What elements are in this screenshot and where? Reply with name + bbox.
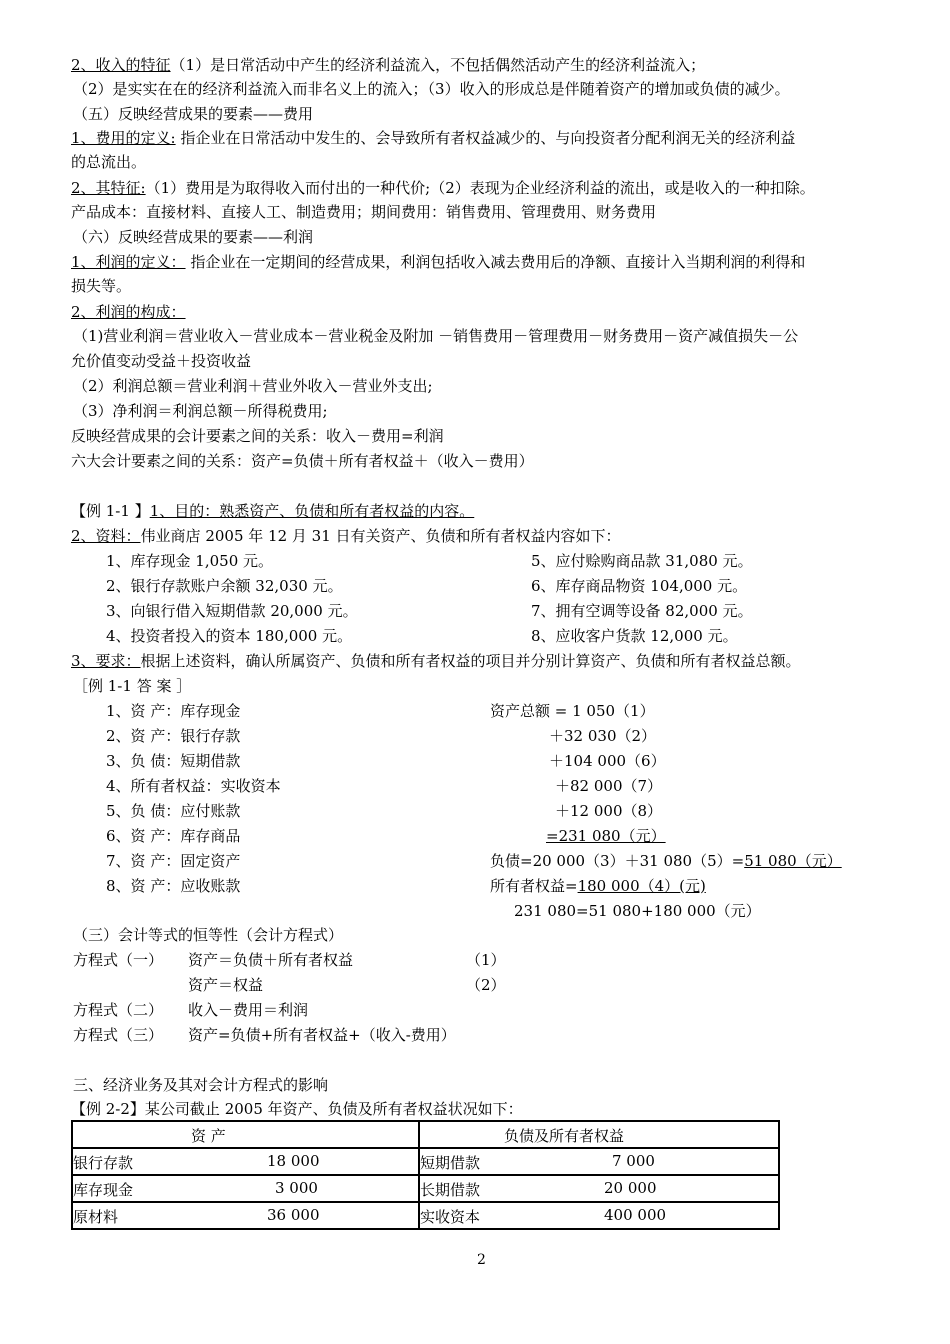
equation-label: 方程式（三） bbox=[73, 1026, 164, 1044]
answer-num: 7、 bbox=[106, 852, 131, 870]
asset-value: 36 000 bbox=[267, 1206, 320, 1224]
asset-value: 3 000 bbox=[275, 1179, 318, 1197]
answer-item: 固定资产 bbox=[180, 852, 241, 870]
calc-equity-total: 180 000（4）(元) bbox=[577, 877, 706, 895]
line-text: 损失等。 bbox=[71, 277, 132, 295]
line-text: 六大会计要素之间的关系：资产=负债＋所有者权益＋（收入－费用） bbox=[71, 452, 534, 470]
equation-number: （1） bbox=[466, 951, 506, 969]
answer-item: 应收账款 bbox=[180, 877, 241, 895]
liability-name: 实收资本 bbox=[420, 1208, 481, 1226]
text-line bbox=[71, 202, 656, 222]
answer-num: 5、 bbox=[106, 802, 131, 820]
line-text: 反映经营成果的会计要素之间的关系：收入－费用=利润 bbox=[71, 427, 444, 445]
answer-num: 2、 bbox=[106, 727, 131, 745]
line-text: （1）是日常活动中产生的经济利益流入，不包括偶然活动产生的经济利益流入； bbox=[170, 56, 706, 74]
text-line bbox=[73, 104, 313, 124]
answer-item: 银行存款 bbox=[180, 727, 241, 745]
line-text: 根据上述资料，确认所属资产、负债和所有者权益的项目并分别计算资产、负债和所有者权益总额。 bbox=[140, 652, 801, 670]
line-text: 允价值变动受益＋投资收益 bbox=[71, 352, 252, 370]
list-item: 5、应付赊购商品款 31,080 元。 bbox=[531, 552, 753, 570]
text-line-expense-features bbox=[71, 178, 815, 198]
example-1-1-purpose bbox=[71, 501, 474, 521]
equation-label: 方程式（二） bbox=[73, 1001, 164, 1019]
list-item: 4、投资者投入的资本 180,000 元。 bbox=[106, 627, 353, 645]
line-text: （2）是实实在在的经济利益流入而非名义上的流入；（3）收入的形成总是伴随着资产的增加或负债的减少。 bbox=[73, 80, 790, 98]
calc-equity bbox=[490, 876, 706, 896]
answer-category: 资 产： bbox=[130, 727, 181, 745]
answer-row bbox=[106, 726, 240, 746]
calc-assets-total: =231 080（元） bbox=[546, 827, 666, 845]
line-text: （五）反映经营成果的要素——费用 bbox=[73, 105, 314, 123]
asset-name: 原材料 bbox=[73, 1208, 119, 1226]
example-1-1-requirement bbox=[71, 651, 801, 671]
answer-item: 库存现金 bbox=[180, 702, 241, 720]
list-item: 3、向银行借入短期借款 20,000 元。 bbox=[106, 602, 358, 620]
liability-value: 7 000 bbox=[612, 1152, 655, 1170]
calc-line: ＋12 000（8） bbox=[555, 802, 663, 820]
text-line bbox=[73, 401, 328, 421]
liability-value: 20 000 bbox=[604, 1179, 657, 1197]
list-item: 2、银行存款账户余额 32,030 元。 bbox=[106, 577, 343, 595]
list-item: 6、库存商品物资 104,000 元。 bbox=[531, 577, 748, 595]
calc-line: ＋82 000（7） bbox=[555, 777, 663, 795]
table-row bbox=[72, 1175, 779, 1202]
example-2-2-intro: 【例 2-2】某公司截止 2005 年资产、负债及所有者权益状况如下： bbox=[71, 1100, 523, 1118]
liability-name: 短期借款 bbox=[420, 1154, 481, 1172]
heading-label: 2、收入的特征 bbox=[71, 56, 171, 74]
text-line-profit-composition bbox=[71, 302, 186, 322]
example-label: 【例 1-1 】 bbox=[71, 502, 150, 520]
line-text: 伟业商店 2005 年 12 月 31 日有关资产、负债和所有者权益内容如下： bbox=[140, 527, 621, 545]
answer-row bbox=[106, 701, 240, 721]
purpose-text: 1、目的：熟悉资产、负债和所有者权益的内容。 bbox=[149, 502, 475, 520]
example-1-1-material bbox=[71, 526, 621, 546]
calc-line: ＋32 030（2） bbox=[549, 727, 657, 745]
line-text: （六）反映经营成果的要素——利润 bbox=[73, 228, 314, 246]
text-line bbox=[71, 451, 534, 471]
answer-num: 8、 bbox=[106, 877, 131, 895]
calc-line: ＋104 000（6） bbox=[549, 752, 666, 770]
calc-assets-head: 资产总额 = 1 050（1） bbox=[490, 702, 655, 720]
heading-label: 2、利润的构成： bbox=[71, 303, 186, 321]
page-number: 2 bbox=[477, 1252, 486, 1268]
liability-name: 长期借款 bbox=[420, 1181, 481, 1199]
line-text: 的总流出。 bbox=[71, 153, 147, 171]
line-text: （2）利润总额＝营业利润＋营业外收入－营业外支出; bbox=[73, 377, 433, 395]
answer-num: 1、 bbox=[106, 702, 131, 720]
heading-label: 2、其特征: bbox=[71, 179, 146, 197]
answer-row bbox=[106, 851, 240, 871]
answer-num: 3、 bbox=[106, 752, 131, 770]
table-cell-liability bbox=[419, 1175, 779, 1202]
heading-label: 3、要求： bbox=[71, 652, 141, 670]
line-text: （1）费用是为取得收入而付出的一种代价;（2）表现为企业经济利益的流出，或是收入的一种扣除。 bbox=[145, 179, 815, 197]
table-cell-liability bbox=[419, 1148, 779, 1175]
text-line-expense-definition bbox=[71, 128, 795, 148]
line-text: （1)营业利润＝营业收入－营业成本－营业税金及附加 －销售费用－管理费用－财务费用－资产减值损失－公 bbox=[73, 327, 799, 345]
answer-row bbox=[106, 826, 240, 846]
answer-num: 4、 bbox=[106, 777, 131, 795]
equation-number: （2） bbox=[466, 976, 506, 994]
text-line bbox=[73, 79, 790, 99]
answer-row bbox=[106, 751, 240, 771]
text-line bbox=[71, 426, 444, 446]
list-item: 8、应收客户货款 12,000 元。 bbox=[531, 627, 738, 645]
asset-name: 库存现金 bbox=[73, 1181, 134, 1199]
equation-expr: 收入－费用＝利润 bbox=[188, 1001, 309, 1019]
table-cell-liability bbox=[419, 1202, 779, 1229]
answer-num: 6、 bbox=[106, 827, 131, 845]
equation-expr: 资产＝负债＋所有者权益 bbox=[188, 951, 354, 969]
answer-category: 负 债： bbox=[130, 752, 181, 770]
equation-label: 方程式（一） bbox=[73, 951, 164, 969]
answer-item: 库存商品 bbox=[180, 827, 241, 845]
text-line bbox=[71, 276, 131, 296]
heading-label: 1、利润的定义： bbox=[71, 253, 186, 271]
line-text: （3）净利润＝利润总额－所得税费用; bbox=[73, 402, 328, 420]
answer-category: 资 产： bbox=[130, 827, 181, 845]
answer-title: ［例 1-1 答 案 ］ bbox=[73, 677, 192, 695]
text-line bbox=[73, 326, 798, 346]
text-line bbox=[73, 376, 433, 396]
table-cell-asset bbox=[72, 1175, 419, 1202]
asset-name: 银行存款 bbox=[73, 1154, 134, 1172]
calc-liabilities bbox=[490, 851, 842, 871]
line-text: 指企业在一定期间的经营成果，利润包括收入减去费用后的净额、直接计入当期利润的利得和 bbox=[185, 253, 806, 271]
table-row bbox=[72, 1202, 779, 1229]
answer-item: 实收资本 bbox=[220, 777, 281, 795]
table-cell-asset bbox=[72, 1202, 419, 1229]
header-label: 资 产 bbox=[191, 1127, 226, 1145]
table-header-liabilities bbox=[419, 1121, 779, 1148]
table-row bbox=[72, 1148, 779, 1175]
list-item: 7、拥有空调等设备 82,000 元。 bbox=[531, 602, 753, 620]
text-line bbox=[73, 227, 313, 247]
list-item: 1、库存现金 1,050 元。 bbox=[106, 552, 274, 570]
equation-row bbox=[73, 1025, 163, 1045]
equation-row bbox=[73, 1000, 163, 1020]
answer-row bbox=[106, 776, 281, 796]
table-header-assets bbox=[72, 1121, 419, 1148]
answer-category: 资 产： bbox=[130, 877, 181, 895]
line-text: 指企业在日常活动中发生的、会导致所有者权益减少的、与向投资者分配利润无关的经济利益 bbox=[175, 129, 796, 147]
heading-label: 2、资料： bbox=[71, 527, 141, 545]
liability-value: 400 000 bbox=[604, 1206, 667, 1224]
answer-row bbox=[106, 876, 240, 896]
line-text: 产品成本：直接材料、直接人工、制造费用；期间费用：销售费用、管理费用、财务费用 bbox=[71, 203, 657, 221]
answer-row bbox=[106, 801, 240, 821]
equation-expr: 资产=负债+所有者权益+（收入-费用） bbox=[188, 1026, 456, 1044]
text-line-income-features bbox=[71, 55, 705, 75]
section-3-title: 三、经济业务及其对会计方程式的影响 bbox=[73, 1076, 329, 1094]
text-line bbox=[71, 152, 146, 172]
calc-equity-label: 所有者权益= bbox=[490, 877, 578, 895]
calc-check: 231 080=51 080+180 000（元） bbox=[514, 902, 761, 920]
header-label: 负债及所有者权益 bbox=[504, 1127, 625, 1145]
equation-section-title: （三）会计等式的恒等性（会计方程式） bbox=[73, 926, 344, 944]
text-line bbox=[71, 351, 251, 371]
answer-item: 应付账款 bbox=[180, 802, 241, 820]
asset-value: 18 000 bbox=[267, 1152, 320, 1170]
answer-category: 负 债： bbox=[130, 802, 181, 820]
answer-category: 所有者权益： bbox=[130, 777, 221, 795]
answer-item: 短期借款 bbox=[180, 752, 241, 770]
equation-row bbox=[73, 950, 163, 970]
text-line-profit-definition bbox=[71, 252, 805, 272]
calc-liabilities-total: 51 080（元） bbox=[744, 852, 842, 870]
balance-table bbox=[71, 1120, 780, 1230]
heading-label: 1、费用的定义: bbox=[71, 129, 176, 147]
calc-liabilities-expr: 负债=20 000（3）＋31 080（5）= bbox=[490, 852, 745, 870]
equation-expr: 资产＝权益 bbox=[188, 976, 264, 994]
table-cell-asset bbox=[72, 1148, 419, 1175]
answer-category: 资 产： bbox=[130, 702, 181, 720]
table-header-row bbox=[72, 1121, 779, 1148]
answer-category: 资 产： bbox=[130, 852, 181, 870]
